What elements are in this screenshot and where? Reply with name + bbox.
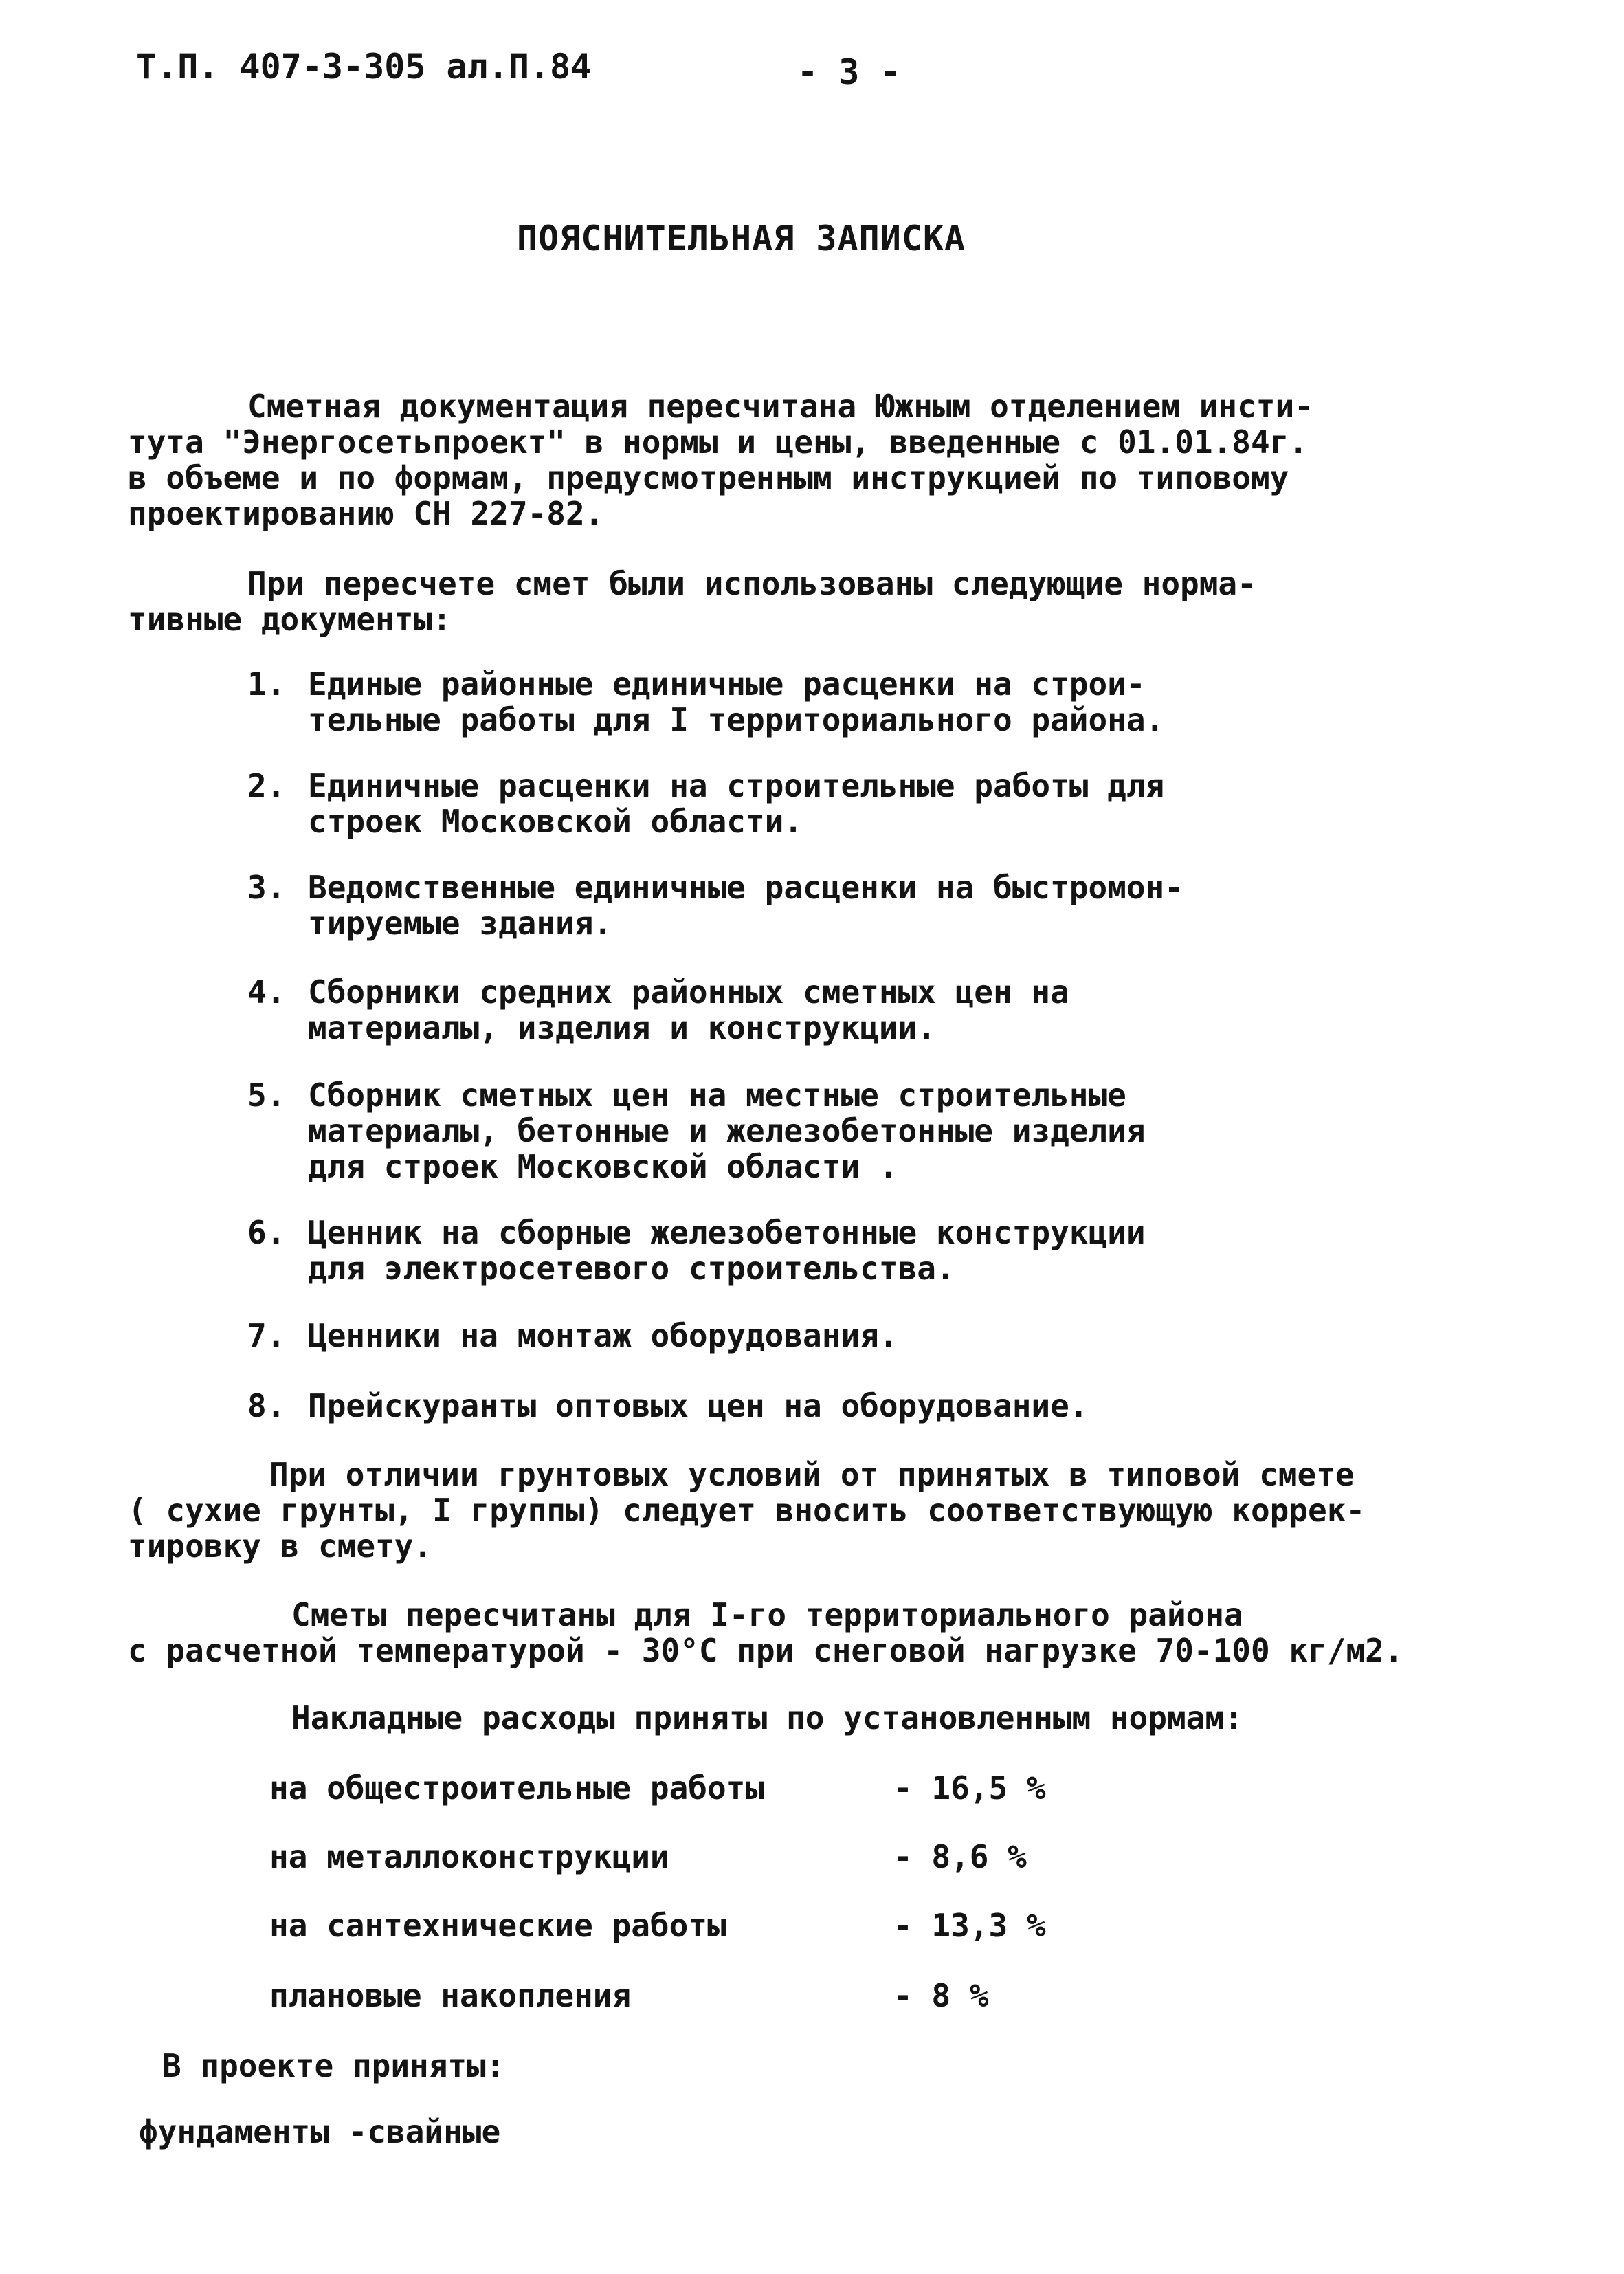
list-item-text: Прейскуранты оптовых цен на оборудование. (308, 1387, 1089, 1424)
list-item-text: Ведомственные единичные расценки на быстромон- (308, 869, 1183, 906)
list-item-text: тируемые здания. (308, 905, 613, 942)
list-item-text: строек Московской области. (308, 803, 803, 840)
intro-line: проектированию СН 227-82. (128, 495, 604, 532)
list-item-number: 8. (247, 1387, 286, 1424)
list-item-number: 6. (247, 1214, 286, 1251)
list-item (247, 767, 1165, 804)
list-item-number: 5. (247, 1077, 286, 1114)
list-item-text: Сборник сметных цен на местные строительные (308, 1077, 1126, 1114)
list-item (247, 1214, 1146, 1251)
docs-intro-line: тивные документы: (128, 601, 452, 638)
list-item-text: для строек Московской области . (308, 1148, 898, 1185)
list-item (247, 869, 1183, 906)
document-code: Т.П. 407-3-305 ал.П.84 (136, 47, 592, 87)
overhead-label: на сантехнические работы (269, 1907, 726, 1944)
list-item-number: 3. (247, 869, 286, 906)
list-item-text: материалы, бетонные и железобетонные изделия (308, 1112, 1146, 1149)
soil-line: ( сухие грунты, I группы) следует вносить соответствующую коррек- (128, 1492, 1366, 1529)
page-title: ПОЯСНИТЕЛЬНАЯ ЗАПИСКА (517, 219, 966, 258)
list-item-text: Ценники на монтаж оборудования. (308, 1317, 898, 1354)
overhead-value: - 8,6 % (893, 1838, 1027, 1875)
climate-line: с расчетной температурой - 30°С при снеговой нагрузке 70-100 кг/м2. (128, 1632, 1403, 1669)
list-item-text: Единичные расценки на строительные работы для (308, 767, 1165, 804)
intro-line: тута "Энергосетьпроект" в нормы и цены, введенные с 01.01.84г. (128, 423, 1309, 461)
soil-line: При отличии грунтовых условий от принятых в типовой смете (269, 1456, 1355, 1493)
overhead-value: - 8 % (893, 1977, 989, 2014)
list-item (247, 973, 1069, 1011)
list-item-number: 4. (247, 973, 286, 1011)
project-intro: В проекте приняты: (162, 2047, 505, 2084)
page-number: - 3 - (797, 52, 901, 92)
foundations-note: фундаменты -свайные (139, 2113, 501, 2150)
intro-line: Сметная документация пересчитана Южным отделением инсти- (247, 388, 1313, 425)
docs-intro-line: При пересчете смет были использованы следующие норма- (247, 565, 1256, 602)
list-item (247, 1387, 1089, 1424)
overhead-label: на металлоконструкции (269, 1838, 669, 1875)
overhead-label: плановые накопления (269, 1977, 632, 2014)
list-item-text: Сборники средних районных сметных цен на (308, 973, 1069, 1011)
list-item-number: 1. (247, 665, 286, 703)
soil-line: тировку в смету. (128, 1527, 433, 1565)
climate-line: Сметы пересчитаны для I-го территориального района (291, 1596, 1243, 1633)
list-item-text: Ценник на сборные железобетонные конструкции (308, 1214, 1146, 1251)
list-item (247, 665, 1146, 703)
overhead-value: - 13,3 % (893, 1907, 1046, 1944)
list-item (247, 1317, 898, 1354)
list-item-text: Единые районные единичные расценки на строи- (308, 665, 1146, 703)
overhead-label: на общестроительные работы (269, 1769, 765, 1807)
list-item-number: 7. (247, 1317, 286, 1354)
list-item-text: тельные работы для I территориального района. (308, 701, 1165, 738)
list-item-number: 2. (247, 767, 286, 804)
list-item (247, 1077, 1126, 1114)
intro-line: в объеме и по формам, предусмотренным инструкцией по типовому (128, 459, 1289, 496)
list-item-text: материалы, изделия и конструкции. (308, 1009, 936, 1046)
list-item-text: для электросетевого строительства. (308, 1250, 955, 1287)
overhead-value: - 16,5 % (893, 1769, 1046, 1807)
overhead-intro: Накладные расходы приняты по установленным нормам: (291, 1699, 1243, 1736)
